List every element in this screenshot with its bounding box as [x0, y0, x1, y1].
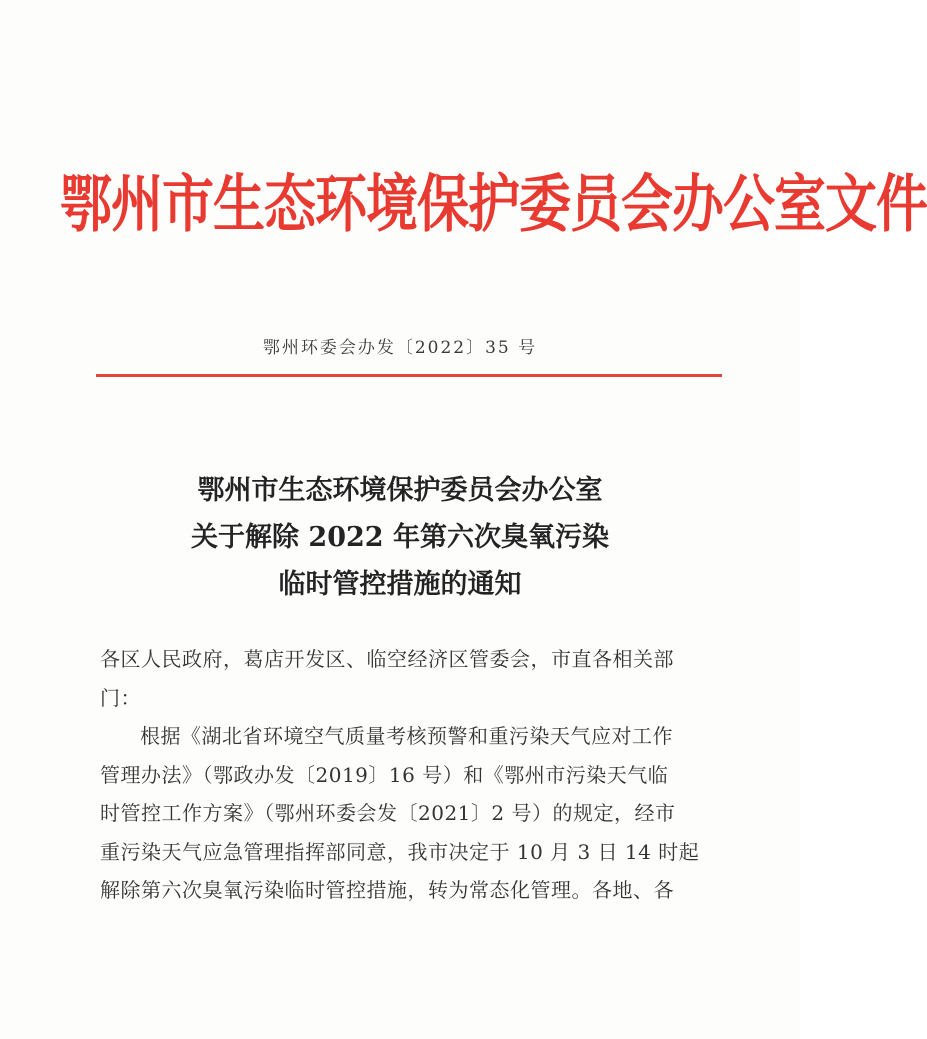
addressee-line-1: 各区人民政府，葛店开发区、临空经济区管委会，市直各相关部: [100, 647, 674, 671]
notice-title: [0, 467, 800, 608]
notice-title-line-3: 临时管控措施的通知: [278, 569, 522, 600]
body-paragraph-line: 解除第六次臭氧污染临时管控措施，转为常态化管理。各地、各: [100, 878, 674, 902]
notice-body: [100, 640, 728, 910]
body-paragraph-line: 管理办法》（鄂政办发〔2019〕16 号）和《鄂州市污染天气临: [100, 762, 669, 787]
addressee-line-2: 门：: [100, 685, 141, 710]
notice-title-line-1: 鄂州市生态环境保护委员会办公室: [197, 475, 603, 506]
body-paragraph-line: 根据《湖北省环境空气质量考核预警和重污染天气应对工作: [140, 724, 673, 748]
notice-title-line-2: 关于解除 2022 年第六次臭氧污染: [191, 522, 609, 553]
body-paragraph-line: 时管控工作方案》（鄂州环委会发〔2021〕2 号）的规定，经市: [100, 801, 676, 825]
document-number: 鄂州环委会办发〔2022〕35 号: [262, 338, 538, 358]
document-header-title: 鄂州市生态环境保护委员会办公室文件: [60, 167, 927, 241]
red-divider-line: [96, 374, 722, 377]
body-paragraph-line: 重污染天气应急管理指挥部同意，我市决定于 10 月 3 日 14 时起: [100, 839, 700, 864]
